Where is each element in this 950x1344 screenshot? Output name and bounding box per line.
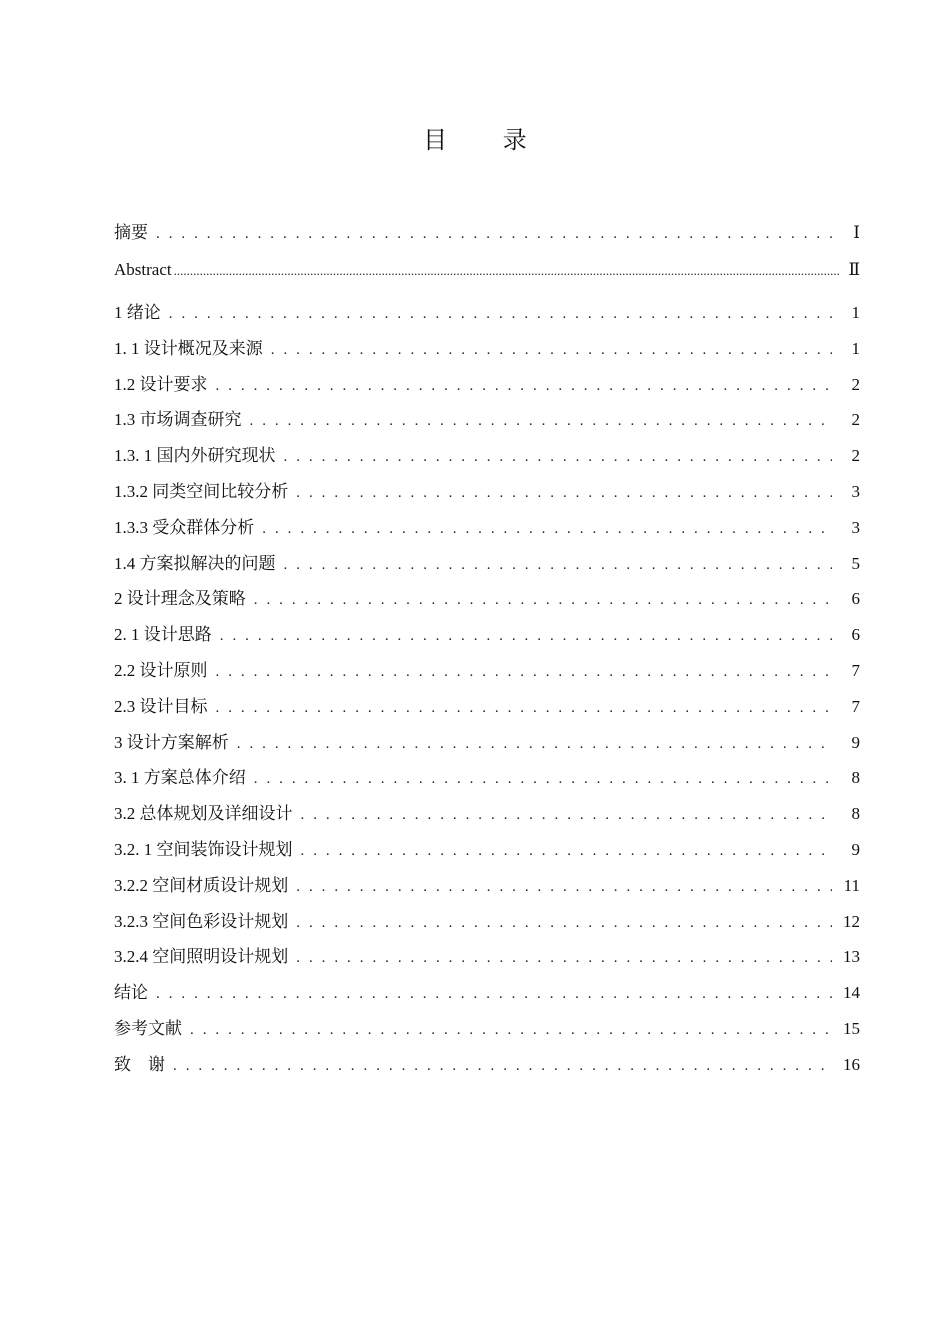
toc-entry-page: 3 — [851, 517, 860, 537]
toc-entry-label: 1 绪论 — [114, 303, 161, 322]
toc-entry-page: Ⅰ — [853, 223, 860, 242]
toc-entry-page: 9 — [851, 732, 860, 752]
toc-entry-label: 1.3.2 同类空间比较分析 — [114, 481, 289, 501]
toc-leader-dots — [254, 771, 832, 788]
toc-entry[interactable] — [114, 549, 860, 585]
toc-entry[interactable] — [114, 334, 860, 370]
toc-leader-dots — [296, 879, 832, 896]
toc-leader-dots — [254, 592, 832, 609]
toc-entry-label: 1.2 设计要求 — [114, 374, 208, 394]
toc-leader-dots — [296, 485, 832, 502]
toc-entry-page: 2 — [851, 446, 860, 466]
toc-entry-page: 2 — [851, 410, 860, 430]
toc-leader-dots — [220, 628, 832, 645]
toc-entry[interactable] — [114, 799, 860, 835]
toc-entry[interactable] — [114, 656, 860, 692]
toc-entry-page: 6 — [851, 589, 860, 609]
toc-leader-dots — [301, 843, 833, 860]
toc-entry[interactable] — [114, 907, 860, 943]
toc-entry-page: 5 — [851, 553, 860, 573]
toc-entry[interactable] — [114, 692, 860, 728]
toc-entry-label: 3.2.3 空间色彩设计规划 — [114, 911, 289, 931]
toc-entry[interactable] — [114, 477, 860, 513]
toc-entry[interactable] — [114, 513, 860, 549]
toc-entry-label: 3.2 总体规划及详细设计 — [114, 804, 293, 824]
toc-entry-page: 7 — [851, 660, 860, 680]
toc-leader-dots — [237, 736, 832, 753]
toc-leader-dots — [216, 664, 833, 681]
toc-entry[interactable] — [114, 1050, 860, 1086]
toc-entry[interactable] — [114, 763, 860, 799]
toc-leader-dots — [173, 1058, 832, 1075]
toc-entry[interactable] — [114, 218, 860, 260]
toc-entry[interactable] — [114, 260, 860, 298]
toc-entry-page: 8 — [851, 768, 860, 788]
toc-entry[interactable] — [114, 978, 860, 1014]
toc-entry[interactable] — [114, 728, 860, 764]
toc-entry-label: 3 设计方案解析 — [114, 732, 229, 752]
toc-entry-page: 11 — [843, 875, 860, 895]
toc-leader-dots — [284, 449, 833, 466]
toc-entry[interactable] — [114, 871, 860, 907]
toc-leader-dots — [169, 306, 832, 323]
toc-entry-label: 3. 1 方案总体介绍 — [114, 768, 246, 788]
toc-entry-label: 1.3. 1 国内外研究现状 — [114, 446, 276, 466]
toc-leader-dots — [156, 986, 832, 1003]
toc-entry-page: 6 — [851, 625, 860, 645]
toc-entry-page: 16 — [843, 1054, 860, 1074]
toc-entry-label: 2. 1 设计思路 — [114, 625, 212, 645]
toc-entry[interactable] — [114, 942, 860, 978]
toc-entry-page: 1 — [851, 338, 860, 358]
toc-entry-page: 13 — [843, 947, 860, 967]
toc-leader-dots — [301, 807, 833, 824]
toc-entry[interactable] — [114, 835, 860, 871]
table-of-contents — [114, 218, 860, 1086]
toc-entry-page: 12 — [843, 911, 860, 931]
toc-entry-label: 2.2 设计原则 — [114, 660, 208, 680]
toc-leader-dots — [216, 700, 833, 717]
toc-leader-dots — [262, 521, 832, 538]
toc-entry[interactable] — [114, 370, 860, 406]
toc-entry-page: 3 — [851, 481, 860, 501]
toc-entry-page: 1 — [851, 303, 860, 322]
toc-entry-label: 结论 — [114, 983, 148, 1003]
toc-leader-dots — [190, 1022, 832, 1039]
toc-entry-label: 摘要 — [114, 223, 148, 242]
toc-entry-label: 致 谢 — [114, 1054, 165, 1074]
toc-leader-dots — [216, 378, 833, 395]
toc-title: 目 录 — [423, 126, 551, 154]
toc-entry[interactable] — [114, 584, 860, 620]
toc-entry-page: 15 — [843, 1018, 860, 1038]
toc-entry-label: 2.3 设计目标 — [114, 696, 208, 716]
toc-leader-dots — [156, 226, 832, 243]
toc-entry-label: 3.2.2 空间材质设计规划 — [114, 875, 289, 895]
toc-entry[interactable] — [114, 620, 860, 656]
toc-leader-dots — [296, 915, 832, 932]
toc-leader-dots — [271, 342, 832, 359]
toc-entry-page: 7 — [851, 696, 860, 716]
toc-entry-label: 1. 1 设计概况及来源 — [114, 338, 263, 358]
toc-entry[interactable] — [114, 1014, 860, 1050]
toc-entry-label: 3.2. 1 空间装饰设计规划 — [114, 839, 293, 859]
toc-entry-page: 2 — [851, 374, 860, 394]
toc-entry-label: 2 设计理念及策略 — [114, 589, 246, 609]
toc-leader-dots — [250, 413, 833, 430]
toc-entry-label: Abstract — [114, 260, 172, 279]
toc-entry-page: 14 — [843, 983, 860, 1003]
toc-entry[interactable] — [114, 441, 860, 477]
toc-entry[interactable] — [114, 298, 860, 334]
toc-entry-label: 1.4 方案拟解决的问题 — [114, 553, 276, 573]
toc-leader-dots — [284, 557, 833, 574]
toc-entry-label: 参考文献 — [114, 1018, 182, 1038]
toc-entry-page: 8 — [851, 804, 860, 824]
toc-entry-page: Ⅱ — [848, 260, 860, 279]
toc-entry-label: 1.3.3 受众群体分析 — [114, 517, 255, 537]
toc-entry-page: 9 — [851, 839, 860, 859]
toc-entry-label: 1.3 市场调查研究 — [114, 410, 242, 430]
toc-leader-dots — [296, 950, 832, 967]
toc-entry-label: 3.2.4 空间照明设计规划 — [114, 947, 289, 967]
toc-leader-dots — [174, 263, 840, 279]
toc-entry[interactable] — [114, 405, 860, 441]
